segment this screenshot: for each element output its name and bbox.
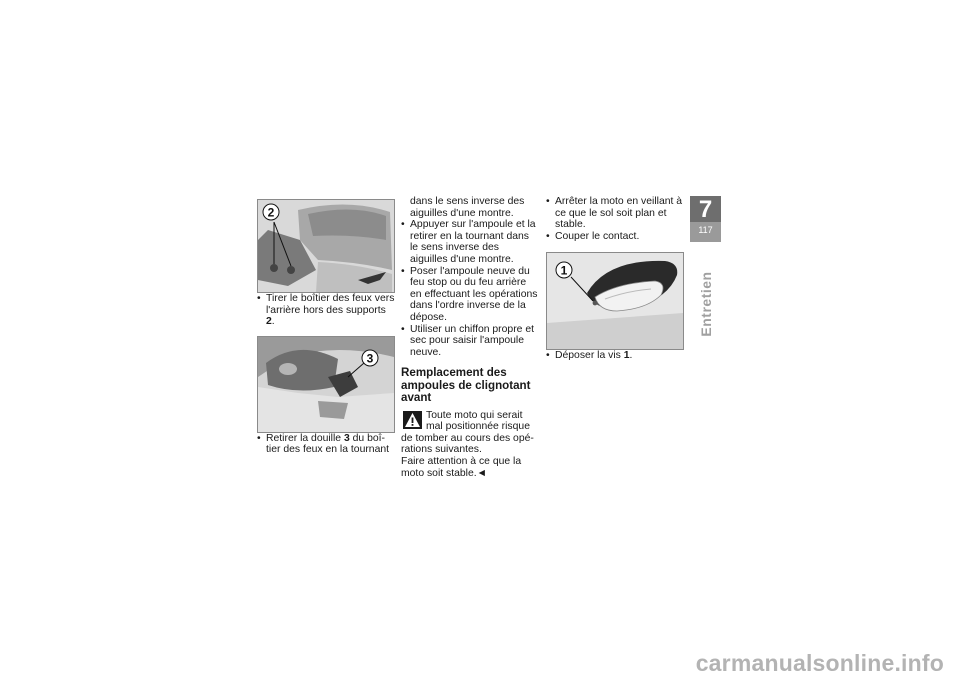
list-item: • Utiliser un chiffon propre et sec pour saisir l'ampoule neuve. (401, 324, 539, 359)
list-item: • Couper le contact. (546, 231, 688, 243)
column-1 (257, 199, 397, 456)
turn-signal-figure (546, 252, 684, 350)
list-item: • Tirer le boîtier des feux vers l'arrière hors des supports 2. (257, 293, 397, 328)
bulb-socket-figure (257, 336, 395, 433)
figure-callout: 2 (267, 205, 275, 220)
end-of-section-mark: ◄ (476, 467, 487, 479)
taillight-housing-illustration (258, 200, 394, 292)
chapter-number: 7 (698, 196, 713, 223)
taillight-housing-figure (257, 199, 395, 293)
section-heading: Remplacement des ampoules de clignotant avant (401, 366, 531, 405)
list-item: • Déposer la vis 1. (546, 350, 688, 362)
continued-text: dans le sens inverse des aiguilles d'une montre. (410, 196, 525, 219)
chapter-tab (690, 196, 721, 242)
column-3 (546, 196, 688, 362)
warning-note: Faire attention à ce que la moto soit stable.◄ (401, 455, 522, 479)
instruction-list (257, 293, 397, 328)
instruction-list (401, 219, 539, 358)
turn-signal-illustration (547, 253, 683, 349)
instruction-list (257, 433, 397, 456)
instruction-list (546, 196, 688, 242)
section-label: Entretien (698, 271, 714, 337)
list-item: • Retirer la douille 3 du boî-tier des feux en la tournant (257, 433, 397, 456)
warning-block (401, 410, 539, 456)
page-number: 117 (698, 225, 713, 235)
watermark: carmanualsonline.info (695, 650, 944, 676)
column-2 (401, 196, 539, 479)
warning-text: Toute moto qui serait mal positionnée risque de tomber au cours des opé-rations suivantes. (401, 409, 534, 456)
bulb-socket-illustration (258, 337, 394, 432)
list-item: • Arrêter la moto en veillant à ce que le sol soit plan et stable. (546, 196, 688, 231)
warning-icon (403, 411, 422, 429)
figure-callout: 3 (366, 351, 374, 366)
figure-callout: 1 (560, 263, 568, 278)
instruction-list (546, 350, 688, 362)
list-item: • Appuyer sur l'ampoule et la retirer en la tournant dans le sens inverse des aiguilles d'une montre. (401, 219, 539, 265)
list-item: • Poser l'ampoule neuve du feu stop ou du feu arrière en effectuant les opérations dans l'ordre inverse de la dépose. (401, 266, 539, 324)
